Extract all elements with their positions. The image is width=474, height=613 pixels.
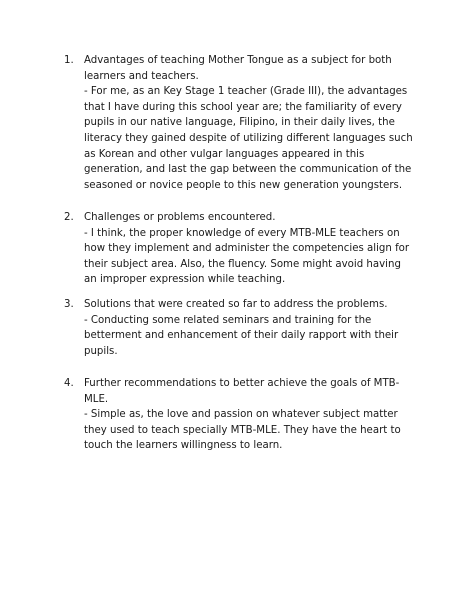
item-answer: - Simple as, the love and passion on whatever subject matter they used to teach specially MTB-MLE. They have the heart to touch the learners willingness to learn. xyxy=(84,409,401,452)
item-heading: Further recommendations to better achieve the goals of MTB-MLE. xyxy=(84,378,400,405)
item-body xyxy=(84,376,414,454)
item-number: 2. xyxy=(64,212,74,223)
list-item xyxy=(64,297,414,359)
list-item xyxy=(64,53,414,193)
item-heading: Advantages of teaching Mother Tongue as a subject for both learners and teachers. xyxy=(84,55,392,82)
item-body xyxy=(84,297,414,359)
item-body xyxy=(84,53,414,193)
list-item xyxy=(64,210,414,288)
item-heading: Solutions that were created so far to address the problems. xyxy=(84,299,388,310)
item-number: 1. xyxy=(64,55,74,66)
item-answer: - Conducting some related seminars and training for the betterment and enhancement of their daily rapport with their pupils. xyxy=(84,314,399,357)
item-answer: - For me, as an Key Stage 1 teacher (Grade III), the advantages that I have during this school year are; the familiarity of every pupils in our native language, Filipino, in their daily lives, the literacy they gained despite of utilizing different languages such as Korean and other vulgar languages appeared in this generation, and last the gap between the communication of the seasoned or novice people to this new generation youngsters. xyxy=(84,86,413,191)
item-number: 3. xyxy=(64,299,74,310)
item-number: 4. xyxy=(64,378,74,389)
item-answer: - I think, the proper knowledge of every MTB-MLE teachers on how they implement and administer the competencies align for their subject area. Also, the fluency. Some might avoid having an improper expression while teaching. xyxy=(84,227,410,286)
list-item xyxy=(64,376,414,454)
item-heading: Challenges or problems encountered. xyxy=(84,212,276,223)
item-body xyxy=(84,210,414,288)
